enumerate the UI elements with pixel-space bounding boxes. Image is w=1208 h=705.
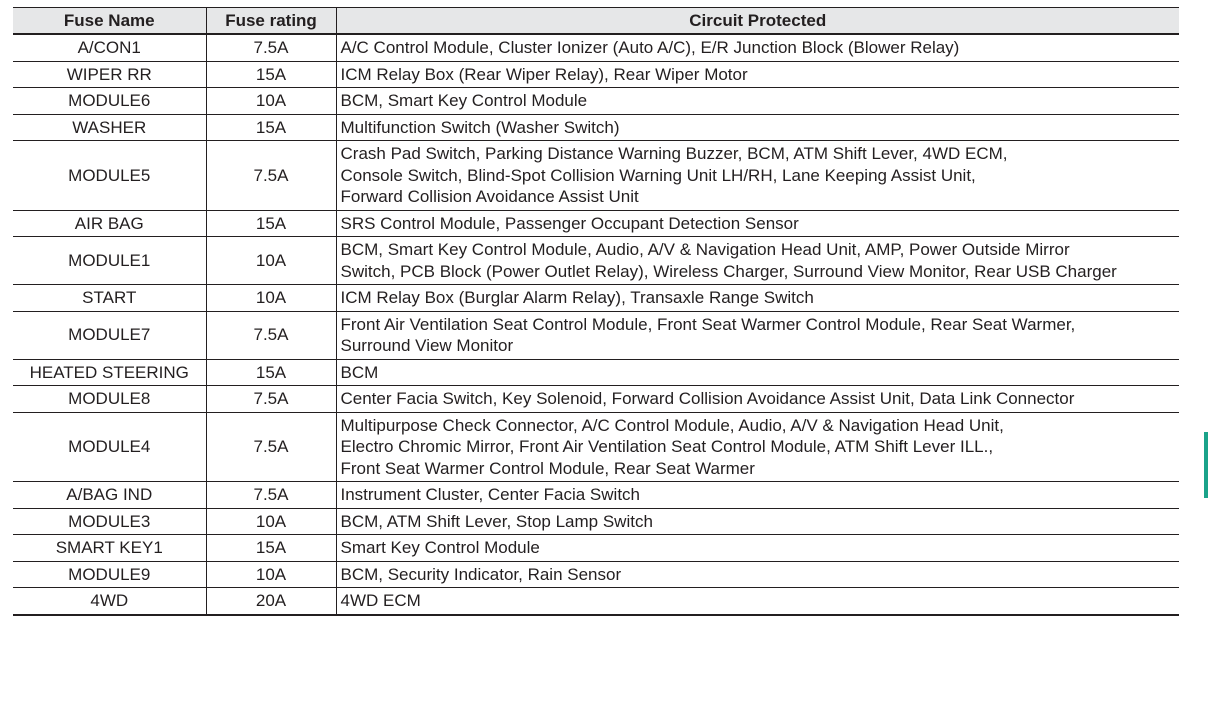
fuse-rating-cell: 15A <box>206 210 336 237</box>
table-row <box>13 141 1179 211</box>
circuit-protected-cell <box>336 210 1179 237</box>
circuit-line: Center Facia Switch, Key Solenoid, Forward Collision Avoidance Assist Unit, Data Link Connector <box>340 389 1075 408</box>
header-fuse-name: Fuse Name <box>13 8 206 35</box>
circuit-line: Front Air Ventilation Seat Control Module, Front Seat Warmer Control Module, Rear Seat Warmer, <box>340 314 1076 334</box>
circuit-protected-cell <box>336 88 1179 115</box>
circuit-protected-cell <box>336 359 1179 386</box>
table-row <box>13 61 1179 88</box>
circuit-protected-cell <box>336 114 1179 141</box>
fuse-name-cell: A/BAG IND <box>13 482 206 509</box>
fuse-rating-cell: 10A <box>206 508 336 535</box>
table-row <box>13 114 1179 141</box>
circuit-protected-cell <box>336 535 1179 562</box>
circuit-line: Switch, PCB Block (Power Outlet Relay), Wireless Charger, Surround View Monitor, Rear USB Charger <box>340 261 1117 281</box>
circuit-line: Smart Key Control Module <box>340 538 540 557</box>
fuse-rating-cell: 7.5A <box>206 34 336 61</box>
fuse-rating-cell: 7.5A <box>206 482 336 509</box>
circuit-protected-cell <box>336 412 1179 482</box>
fuse-name-cell: 4WD <box>13 588 206 615</box>
fuse-name-cell: A/CON1 <box>13 34 206 61</box>
table-row <box>13 237 1179 285</box>
circuit-protected-cell <box>336 386 1179 413</box>
circuit-line: BCM, Smart Key Control Module, Audio, A/V & Navigation Head Unit, AMP, Power Outside Mirror <box>340 240 1070 259</box>
fuse-name-cell: MODULE8 <box>13 386 206 413</box>
fuse-name-cell: MODULE6 <box>13 88 206 115</box>
circuit-line: Electro Chromic Mirror, Front Air Ventilation Seat Control Module, ATM Shift Lever ILL., <box>340 437 994 456</box>
fuse-name-cell: MODULE1 <box>13 237 206 285</box>
circuit-line: A/C Control Module, Cluster Ionizer (Auto A/C), E/R Junction Block (Blower Relay) <box>340 38 960 57</box>
circuit-line: Multipurpose Check Connector, A/C Control Module, Audio, A/V & Navigation Head Unit, <box>340 415 1004 435</box>
fuse-name-cell: AIR BAG <box>13 210 206 237</box>
circuit-line: BCM <box>340 362 379 382</box>
header-row <box>13 8 1179 35</box>
fuse-name-cell: SMART KEY1 <box>13 535 206 562</box>
fuse-rating-cell: 15A <box>206 535 336 562</box>
circuit-line: 4WD ECM <box>340 591 421 610</box>
circuit-line: BCM, Security Indicator, Rain Sensor <box>340 564 622 584</box>
circuit-protected-cell <box>336 61 1179 88</box>
table-row <box>13 210 1179 237</box>
fuse-table-body <box>13 34 1179 615</box>
page-edge-tab <box>1204 432 1208 498</box>
fuse-rating-cell: 10A <box>206 285 336 312</box>
circuit-line: ICM Relay Box (Burglar Alarm Relay), Transaxle Range Switch <box>340 288 814 307</box>
fuse-rating-cell: 7.5A <box>206 141 336 211</box>
fuse-rating-cell: 15A <box>206 114 336 141</box>
fuse-name-cell: MODULE3 <box>13 508 206 535</box>
table-row <box>13 535 1179 562</box>
circuit-line: Surround View Monitor <box>340 336 514 355</box>
circuit-line: ICM Relay Box (Rear Wiper Relay), Rear Wiper Motor <box>340 64 748 84</box>
fuse-name-cell: MODULE9 <box>13 561 206 588</box>
fuse-name-cell: MODULE7 <box>13 311 206 359</box>
fuse-name-cell: HEATED STEERING <box>13 359 206 386</box>
fuse-name-cell: MODULE5 <box>13 141 206 211</box>
circuit-protected-cell <box>336 141 1179 211</box>
fuse-rating-cell: 20A <box>206 588 336 615</box>
circuit-line: Front Seat Warmer Control Module, Rear Seat Warmer <box>340 458 755 478</box>
table-row <box>13 88 1179 115</box>
circuit-line: Crash Pad Switch, Parking Distance Warning Buzzer, BCM, ATM Shift Lever, 4WD ECM, <box>340 144 1008 163</box>
table-row <box>13 311 1179 359</box>
table-row <box>13 482 1179 509</box>
table-row <box>13 588 1179 615</box>
fuse-name-cell: START <box>13 285 206 312</box>
circuit-protected-cell <box>336 34 1179 61</box>
table-row <box>13 34 1179 61</box>
fuse-rating-cell: 7.5A <box>206 311 336 359</box>
header-fuse-rating: Fuse rating <box>206 8 336 35</box>
fuse-name-cell: WASHER <box>13 114 206 141</box>
fuse-table <box>13 7 1179 616</box>
circuit-protected-cell <box>336 311 1179 359</box>
table-row <box>13 359 1179 386</box>
header-circuit-protected: Circuit Protected <box>336 8 1179 35</box>
table-row <box>13 285 1179 312</box>
circuit-line: Forward Collision Avoidance Assist Unit <box>340 187 639 206</box>
table-row <box>13 508 1179 535</box>
circuit-line: Console Switch, Blind-Spot Collision Warning Unit LH/RH, Lane Keeping Assist Unit, <box>340 165 976 185</box>
circuit-protected-cell <box>336 237 1179 285</box>
table-row <box>13 386 1179 413</box>
fuse-rating-cell: 10A <box>206 561 336 588</box>
circuit-line: Multifunction Switch (Washer Switch) <box>340 117 620 137</box>
circuit-protected-cell <box>336 285 1179 312</box>
fuse-name-cell: WIPER RR <box>13 61 206 88</box>
circuit-protected-cell <box>336 482 1179 509</box>
fuse-rating-cell: 15A <box>206 359 336 386</box>
circuit-line: BCM, Smart Key Control Module <box>340 91 588 110</box>
circuit-protected-cell <box>336 508 1179 535</box>
circuit-line: BCM, ATM Shift Lever, Stop Lamp Switch <box>340 511 653 531</box>
circuit-protected-cell <box>336 588 1179 615</box>
table-row <box>13 561 1179 588</box>
fuse-rating-cell: 10A <box>206 237 336 285</box>
fuse-name-cell: MODULE4 <box>13 412 206 482</box>
fuse-rating-cell: 10A <box>206 88 336 115</box>
circuit-line: Instrument Cluster, Center Facia Switch <box>340 485 641 504</box>
fuse-rating-cell: 7.5A <box>206 412 336 482</box>
fuse-rating-cell: 7.5A <box>206 386 336 413</box>
fuse-rating-cell: 15A <box>206 61 336 88</box>
table-row <box>13 412 1179 482</box>
circuit-protected-cell <box>336 561 1179 588</box>
circuit-line: SRS Control Module, Passenger Occupant Detection Sensor <box>340 213 799 233</box>
